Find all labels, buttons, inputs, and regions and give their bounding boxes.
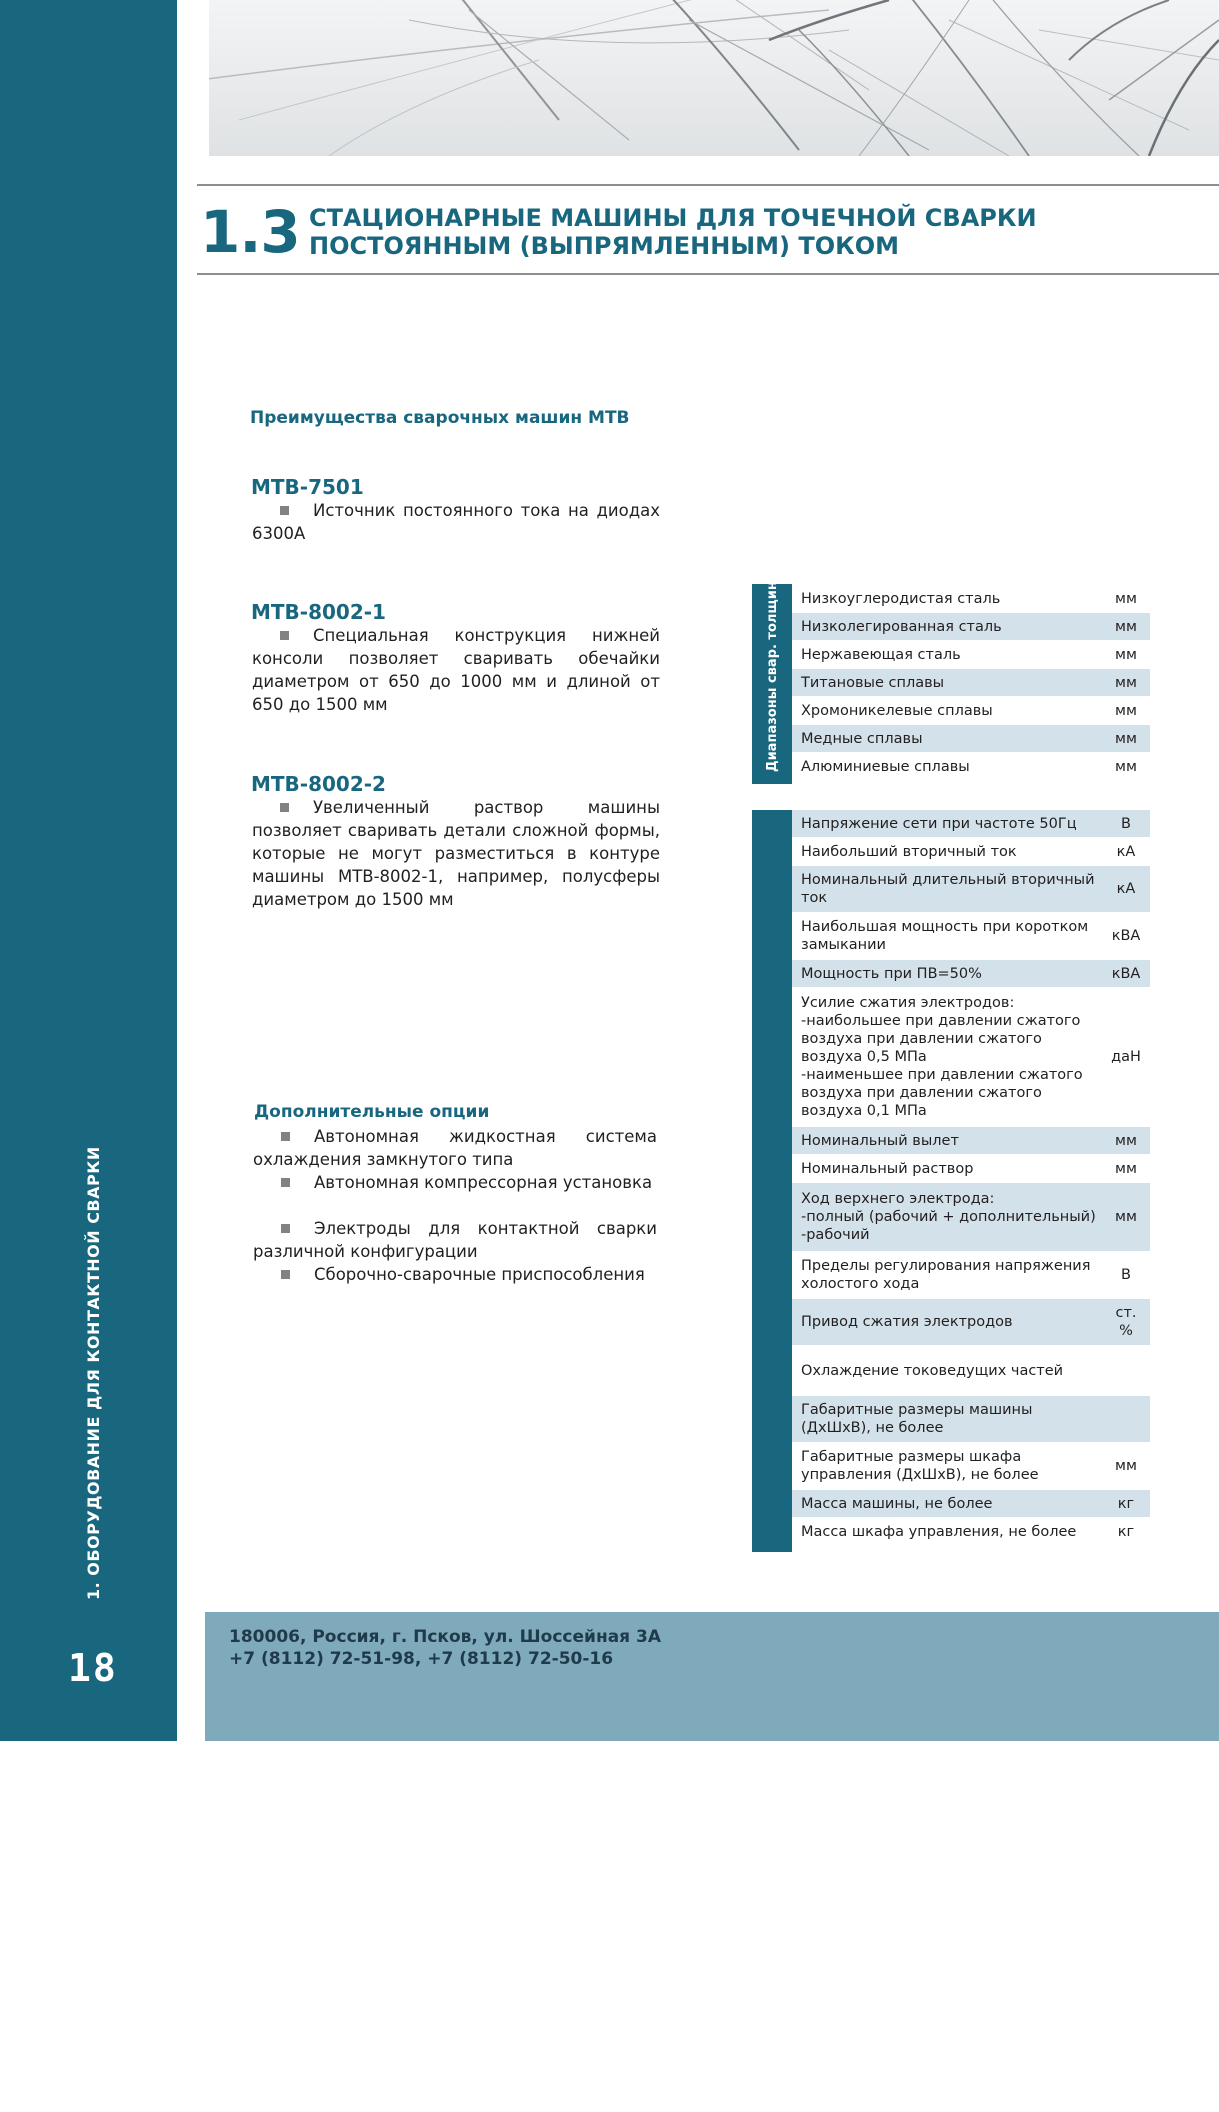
row-parameter-name: Габаритные размеры машины (ДхШхВ), не более [801,1402,1033,1436]
row-unit: кВА [1111,928,1141,944]
page-number: 18 [68,1646,118,1690]
table-row [792,1396,1150,1443]
row-unit: кА [1116,881,1136,897]
row-unit: мм [1115,674,1137,691]
row-unit: мм [1115,730,1137,747]
table-row [792,725,1150,753]
thickness-table-label: Диапазоны свар. толщин [752,584,792,784]
footer-phones: +7 (8112) 72-51-98, +7 (8112) 72-50-16 [229,1649,614,1669]
table-row [792,988,1150,1127]
specs-table [792,810,1150,1546]
left-sidebar [0,0,177,1741]
row-unit: мм [1115,702,1137,719]
table-row [792,838,1150,866]
row-unit: кВА [1111,965,1141,982]
option-item: Электроды для контактной сварки различной конфигурации [253,1219,657,1261]
row-parameter-name: Номинальный вылет [801,1132,959,1149]
title-rule-top [197,184,1219,186]
row-parameter-name: Наибольший вторичный ток [801,843,1017,860]
option-item: Автономная компрессорная установка [253,1171,657,1194]
row-parameter-name: Нержавеющая сталь [801,646,961,663]
row-parameter-name: Мощность при ПВ=50% [801,965,982,982]
bullet-icon [280,803,289,812]
option-item: Сборочно-сварочные приспособления [253,1263,657,1286]
row-parameter-name: Масса машины, не более [801,1495,993,1512]
options-title: Дополнительные опции [254,1102,490,1122]
table-row [792,613,1150,641]
bullet-icon [281,1178,290,1187]
row-parameter-name: Наибольшая мощность при коротком замыкании [801,919,1089,953]
section-number: 1.3 [200,198,300,266]
table-row [792,669,1150,697]
table-row [792,697,1150,725]
table-row [792,585,1150,613]
row-parameter-name: Низкоуглеродистая сталь [801,590,1001,607]
row-unit: мм [1115,758,1137,775]
table-row [792,1183,1150,1252]
row-parameter-name: Ход верхнего электрода: -полный (рабочий + дополнительный) -рабочий [801,1191,1096,1243]
row-unit: даН [1111,1049,1141,1065]
option-item: Автономная жидкостная система охлаждения замкнутого типа [253,1127,657,1169]
row-unit: мм [1115,646,1137,663]
table-row [792,1518,1150,1546]
table-row [792,1299,1150,1346]
table-row [792,1346,1150,1396]
bullet-icon [280,631,289,640]
table-row [792,1127,1150,1155]
chapter-label: 1. ОБОРУДОВАНИЕ ДЛЯ КОНТАКТНОЙ СВАРКИ [84,1146,103,1600]
row-unit: мм [1115,1458,1137,1474]
row-unit: кг [1117,1495,1135,1512]
model-description: Специальная конструкция нижней консоли позволяет сваривать обечайки диаметром от 650 до 1000 мм и длиной от 650 до 1500 мм [252,626,660,714]
row-unit: мм [1115,618,1137,635]
thickness-table [792,585,1150,781]
footer-address: 180006, Россия, г. Псков, ул. Шоссейная 3А [229,1627,661,1647]
table-row [792,1443,1150,1490]
table-row [792,810,1150,838]
row-unit: мм [1115,590,1137,607]
model-description: Увеличенный раствор машины позволяет сваривать детали сложной формы, которые не могут разместиться в контуре машины МТВ-8002-1, например, полусферы диаметром до 1500 мм [252,798,660,909]
row-parameter-name: Пределы регулирования напряжения холостого хода [801,1258,1091,1292]
specs-table-label: Технические характеристики [752,810,792,1552]
row-parameter-name: Привод сжатия электродов [801,1314,1013,1330]
row-parameter-name: Номинальный длительный вторичный ток [801,872,1095,906]
table-row [792,1155,1150,1183]
row-unit: В [1121,1267,1131,1283]
row-parameter-name: Низколегированная сталь [801,618,1002,635]
row-unit: В [1121,815,1131,832]
bullet-icon [280,506,289,515]
section-title [309,204,1037,260]
bullet-icon [281,1270,290,1279]
row-parameter-name: Титановые сплавы [801,674,945,691]
advantages-title: Преимущества сварочных машин МТВ [250,408,630,428]
model-description: Источник постоянного тока на диодах 6300А [252,501,660,543]
row-parameter-name: Напряжение сети при частоте 50Гц [801,815,1077,832]
model-name: МТВ-7501 [251,475,364,499]
row-parameter-name: Усилие сжатия электродов: -наибольшее при давлении сжатого воздуха при давлении сжатого воздуха 0,5 МПа -наименьшее при давлении сжатого воздуха при давлении сжатого воздуха 0,1 МПа [801,995,1083,1119]
table-row [792,641,1150,669]
row-parameter-name: Масса шкафа управления, не более [801,1523,1077,1540]
row-unit: ст. % [1115,1305,1137,1339]
table-row [792,960,1150,988]
row-parameter-name: Хромоникелевые сплавы [801,702,993,719]
model-name: МТВ-8002-1 [251,600,386,624]
title-rule-bottom [197,273,1219,275]
bullet-icon [281,1224,290,1233]
table-row [792,1490,1150,1518]
table-row [792,1252,1150,1299]
row-parameter-name: Номинальный раствор [801,1160,974,1177]
row-parameter-name: Охлаждение токоведущих частей [801,1362,1064,1379]
row-unit: мм [1115,1160,1137,1177]
row-parameter-name: Алюминиевые сплавы [801,758,970,775]
section-title-line1: СТАЦИОНАРНЫЕ МАШИНЫ ДЛЯ ТОЧЕЧНОЙ СВАРКИ [309,204,1037,232]
row-unit: кг [1117,1523,1135,1540]
table-row [792,866,1150,913]
row-unit: мм [1115,1209,1137,1225]
table-row [792,913,1150,960]
row-unit: мм [1115,1132,1137,1149]
table-row [792,753,1150,781]
header-banner-image [209,0,1219,156]
bullet-icon [281,1132,290,1141]
row-parameter-name: Габаритные размеры шкафа управления (ДхШхВ), не более [801,1449,1039,1483]
row-unit: кА [1116,843,1136,860]
footer-contacts [205,1612,1219,1741]
section-title-line2: ПОСТОЯННЫМ (ВЫПРЯМЛЕННЫМ) ТОКОМ [309,232,900,260]
model-name: МТВ-8002-2 [251,772,386,796]
wire-strokes-graphic [209,0,1219,156]
row-parameter-name: Медные сплавы [801,730,923,747]
